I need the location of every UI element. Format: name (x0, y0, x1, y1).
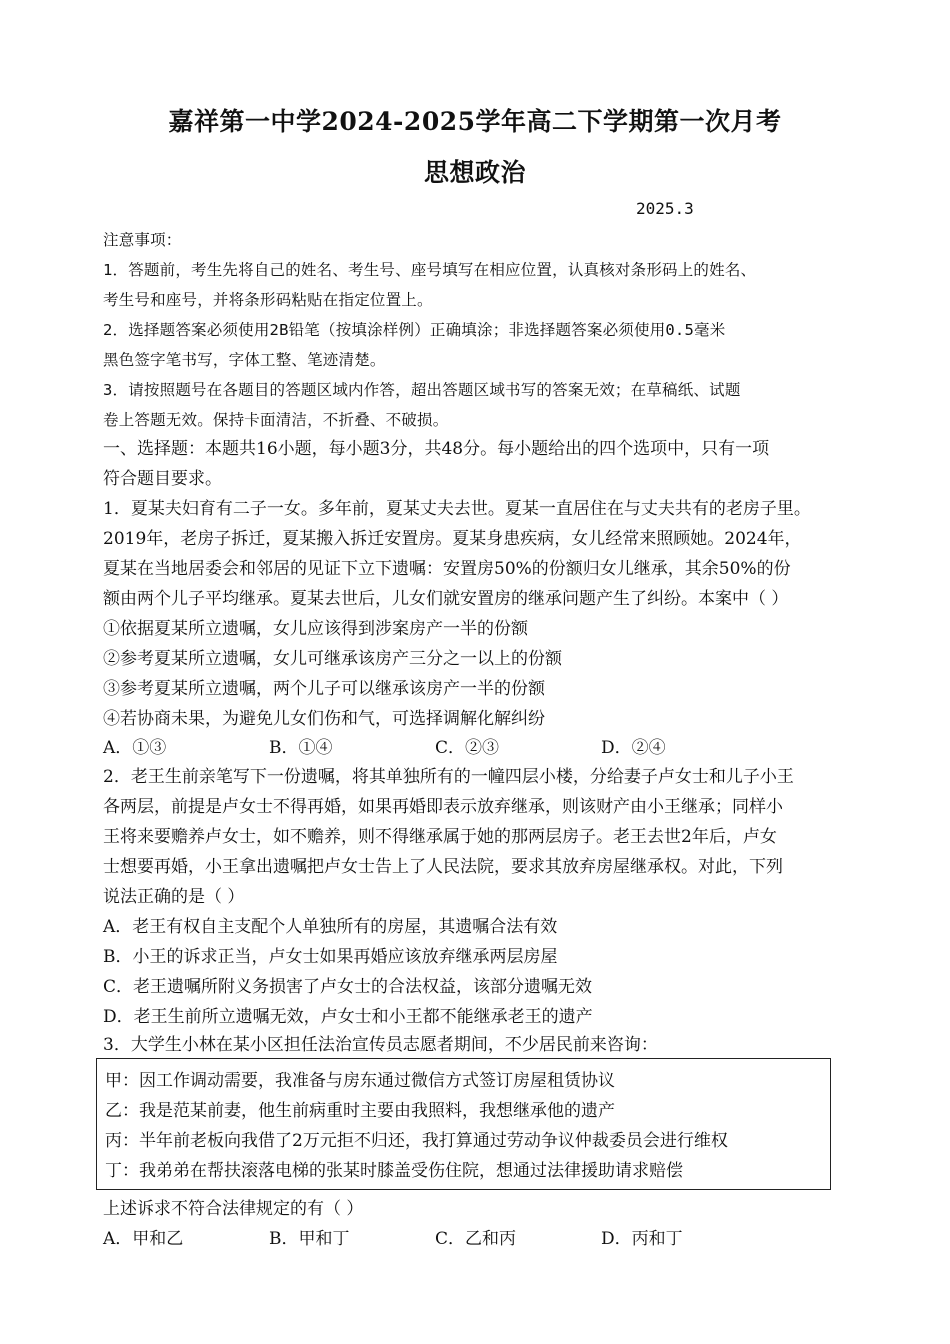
q1-option-d[interactable]: D．②④ (601, 738, 666, 758)
q3-question: 上述诉求不符合法律规定的有（ ） (103, 1199, 364, 1219)
q1-stem-line: 1．夏某夫妇育有二子一女。多年前，夏某丈夫去世。夏某一直居住在与丈夫共有的老房子里。 (103, 499, 811, 519)
q2-option-b[interactable]: B．小王的诉求正当，卢女士如果再婚应该放弃继承两层房屋 (103, 947, 558, 967)
section-heading: 符合题目要求。 (103, 469, 222, 489)
q2-option-c[interactable]: C．老王遗嘱所附义务损害了卢女士的合法权益，该部分遗嘱无效 (103, 977, 593, 997)
q2-stem-line: 士想要再婚，小王拿出遗嘱把卢女士告上了人民法院，要求其放弃房屋继承权。对此，下列 (103, 857, 783, 877)
q1-item: ②参考夏某所立遗嘱，女儿可继承该房产三分之一以上的份额 (103, 649, 562, 669)
q2-option-a[interactable]: A．老王有权自主支配个人单独所有的房屋，其遗嘱合法有效 (103, 917, 558, 937)
q1-option-b[interactable]: B．①④ (269, 738, 333, 758)
q3-box-line: 丙：半年前老板向我借了2万元拒不归还，我打算通过劳动争议仲裁委员会进行维权 (105, 1131, 728, 1151)
exam-subject: 思想政治 (423, 158, 526, 187)
q3-option-a[interactable]: A．甲和乙 (103, 1229, 184, 1249)
notice-line: 黑色签字笔书写，字体工整、笔迹清楚。 (103, 351, 386, 369)
notice-line: 考生号和座号，并将条形码粘贴在指定位置上。 (103, 291, 433, 309)
q2-stem-line: 2．老王生前亲笔写下一份遗嘱，将其单独所有的一幢四层小楼，分给妻子卢女士和儿子小王 (103, 767, 794, 787)
q3-box-line: 甲：因工作调动需要，我准备与房东通过微信方式签订房屋租赁协议 (105, 1071, 615, 1091)
q3-box-line: 乙：我是范某前妻，他生前病重时主要由我照料，我想继承他的遗产 (105, 1101, 615, 1121)
exam-date: 2025.3 (636, 199, 694, 218)
q1-stem-line: 夏某在当地居委会和邻居的见证下立下遗嘱：安置房50%的份额归女儿继承，其余50%的份 (103, 559, 791, 579)
q2-stem-line: 说法正确的是（ ） (103, 887, 245, 907)
notice-line: 2．选择题答案必须使用2B铅笔（按填涂样例）正确填涂；非选择题答案必须使用0.5毫米 (103, 321, 726, 339)
q3-box-line: 丁：我弟弟在帮扶滚落电梯的张某时膝盖受伤住院，想通过法律援助请求赔偿 (105, 1161, 683, 1181)
q2-stem-line: 王将来要赡养卢女士，如不赡养，则不得继承属于她的那两层房子。老王去世2年后，卢女 (103, 827, 777, 847)
notice-heading: 注意事项： (103, 231, 182, 249)
q1-stem-line: 额由两个儿子平均继承。夏某去世后，儿女们就安置房的继承问题产生了纠纷。本案中（ ） (103, 589, 789, 609)
notice-line: 3．请按照题号在各题目的答题区域内作答，超出答题区域书写的答案无效；在草稿纸、试题 (103, 381, 741, 399)
q1-item: ④若协商未果，为避免儿女们伤和气，可选择调解化解纠纷 (103, 709, 545, 729)
q1-item: ①依据夏某所立遗嘱，女儿应该得到涉案房产一半的份额 (103, 619, 528, 639)
q3-option-c[interactable]: C．乙和丙 (435, 1229, 517, 1249)
exam-title: 嘉祥第一中学2024-2025学年高二下学期第一次月考 (168, 107, 782, 136)
q3-option-b[interactable]: B．甲和丁 (269, 1229, 350, 1249)
q1-option-c[interactable]: C．②③ (435, 738, 500, 758)
q3-stem: 3．大学生小林在某小区担任法治宣传员志愿者期间，不少居民前来咨询： (103, 1035, 658, 1055)
q3-option-d[interactable]: D．丙和丁 (601, 1229, 683, 1249)
q1-stem-line: 2019年，老房子拆迁，夏某搬入拆迁安置房。夏某身患疾病，女儿经常来照顾她。2024年， (103, 529, 802, 549)
q2-stem-line: 各两层，前提是卢女士不得再婚，如果再婚即表示放弃继承，则该财产由小王继承；同样小 (103, 797, 783, 817)
notice-line: 卷上答题无效。保持卡面清洁，不折叠、不破损。 (103, 411, 449, 429)
q3-quote-box (96, 1058, 831, 1190)
notice-line: 1．答题前，考生先将自己的姓名、考生号、座号填写在相应位置，认真核对条形码上的姓名、 (103, 261, 757, 279)
q2-option-d[interactable]: D．老王生前所立遗嘱无效，卢女士和小王都不能继承老王的遗产 (103, 1007, 593, 1027)
q1-item: ③参考夏某所立遗嘱，两个儿子可以继承该房产一半的份额 (103, 679, 545, 699)
q1-option-a[interactable]: A．①③ (103, 738, 167, 758)
section-heading: 一、选择题：本题共16小题，每小题3分，共48分。每小题给出的四个选项中，只有一项 (103, 439, 770, 459)
